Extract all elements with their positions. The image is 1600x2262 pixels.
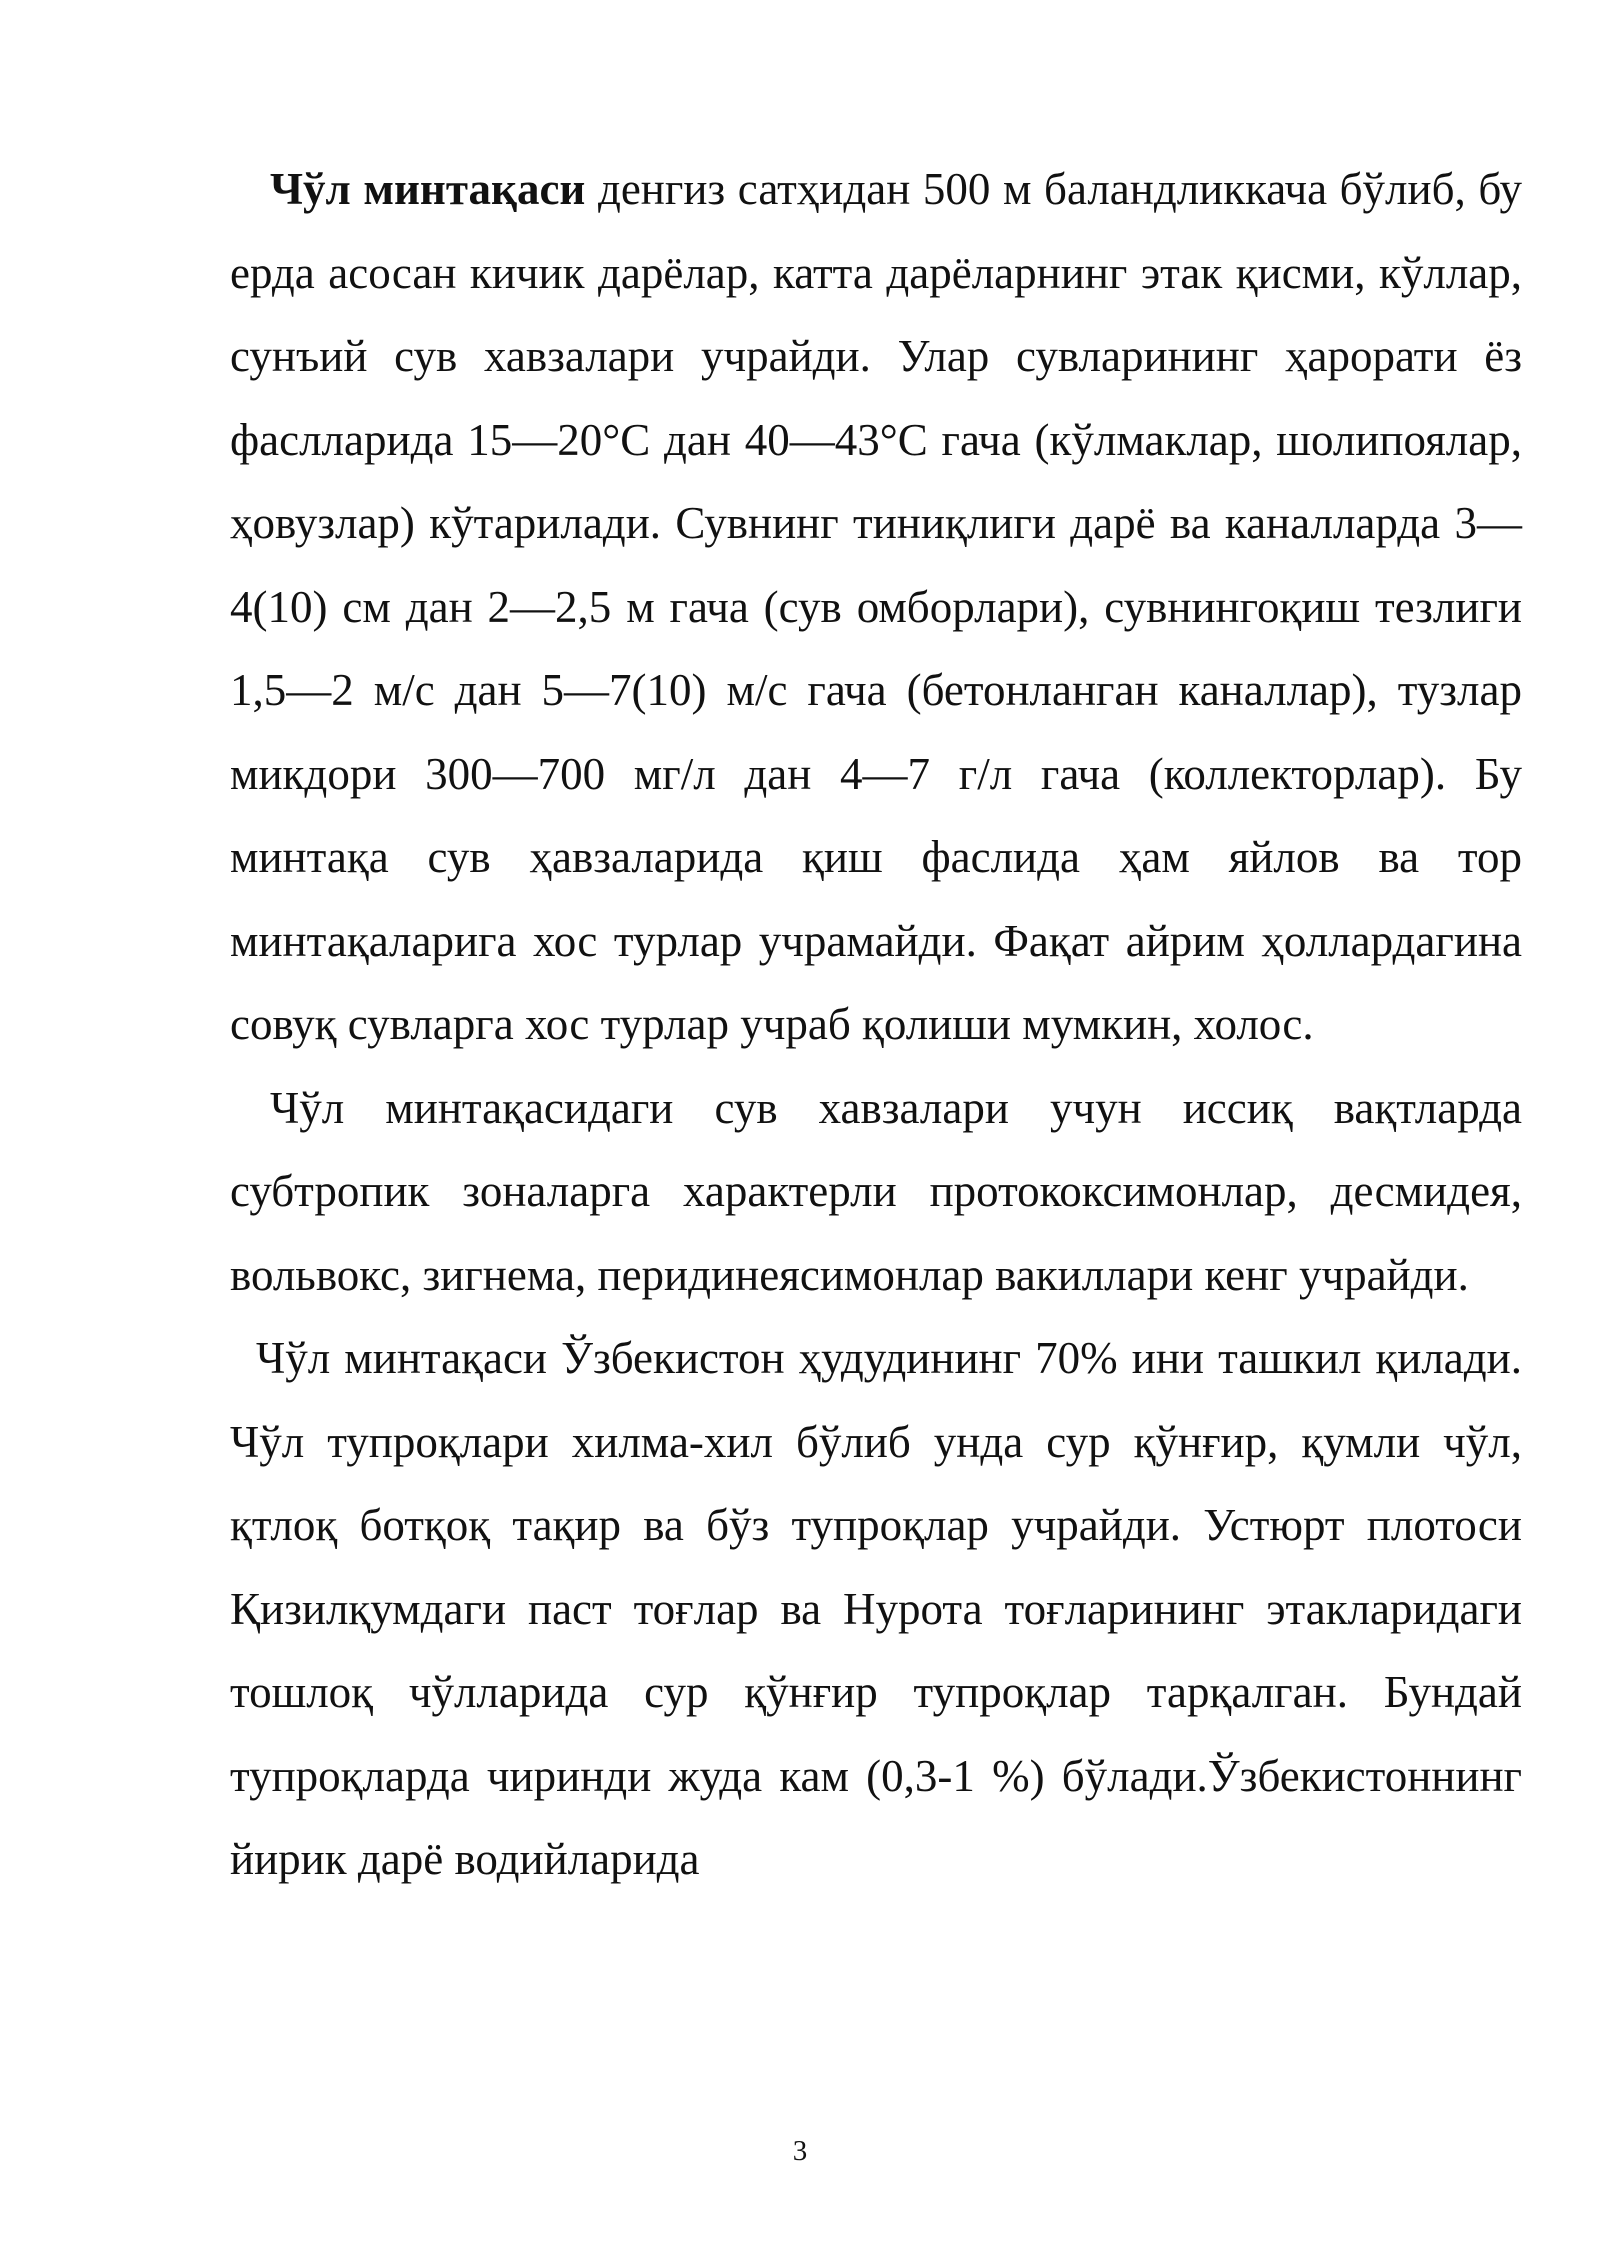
document-body xyxy=(230,148,1522,1902)
paragraph-desert-soils: Чўл минтақаси Ўзбекистон ҳудудининг 70% ини ташкил қилади. Чўл тупроқлари хилма-хил бўлиб унда сур қўнғир, қумли чўл, қтлоқ ботқоқ тақир ва бўз тупроқлар учрайди. Устюрт плотоси Қизилқумдаги паст тоғлар ва Нурота тоғларининг этакларидаги тошлоқ чўлларида сур қўнғир тупроқлар тарқалган. Бундай тупроқларда чиринди жуда кам (0,3-1 %) бўлади.Ўзбекистоннинг йирик дарё водийларида xyxy=(230,1333,1522,1884)
paragraph-desert-zone xyxy=(230,148,1522,1067)
paragraph-lead-term: Чўл минтақаси xyxy=(270,164,586,214)
paragraph-text: денгиз сатҳидан 500 м баландликкача бўлиб, бу ерда асосан кичик дарёлар, катта дарёларнинг этак қисми, кўллар, сунъий сув хавзалари учрайди. Улар сувларининг ҳарорати ёз фаслларида 15—20°С дан 40—43°С гача (кўлмаклар, шолипоялар, ҳовузлар) кўтарилади. Сувнинг тиниқлиги дарё ва каналларда 3—4(10) см дан 2—2,5 м гача (сув омборлари), сувнингоқиш тезлиги 1,5—2 м/с дан 5—7(10) м/с гача (бетонланган каналлар), тузлар микдори 300—700 мг/л дан 4—7 г/л гача (коллекторлар). Бу минтақа сув ҳавзаларида қиш фаслида ҳам яйлов ва тор минтақаларига хос турлар учрамайди. Фақат айрим ҳоллардагина совуқ сувларга хос турлар учраб қолиши мумкин, холос. xyxy=(230,164,1523,1049)
paragraph-desert-water-bodies: Чўл минтақасидаги сув хавзалари учун иссиқ вақтларда субтропик зоналарга характерли протококсимонлар, десмидея, вольвокс, зигнема, перидинеясимонлар вакиллари кенг учрайди. xyxy=(230,1082,1522,1300)
page-number: 3 xyxy=(792,2135,808,2167)
